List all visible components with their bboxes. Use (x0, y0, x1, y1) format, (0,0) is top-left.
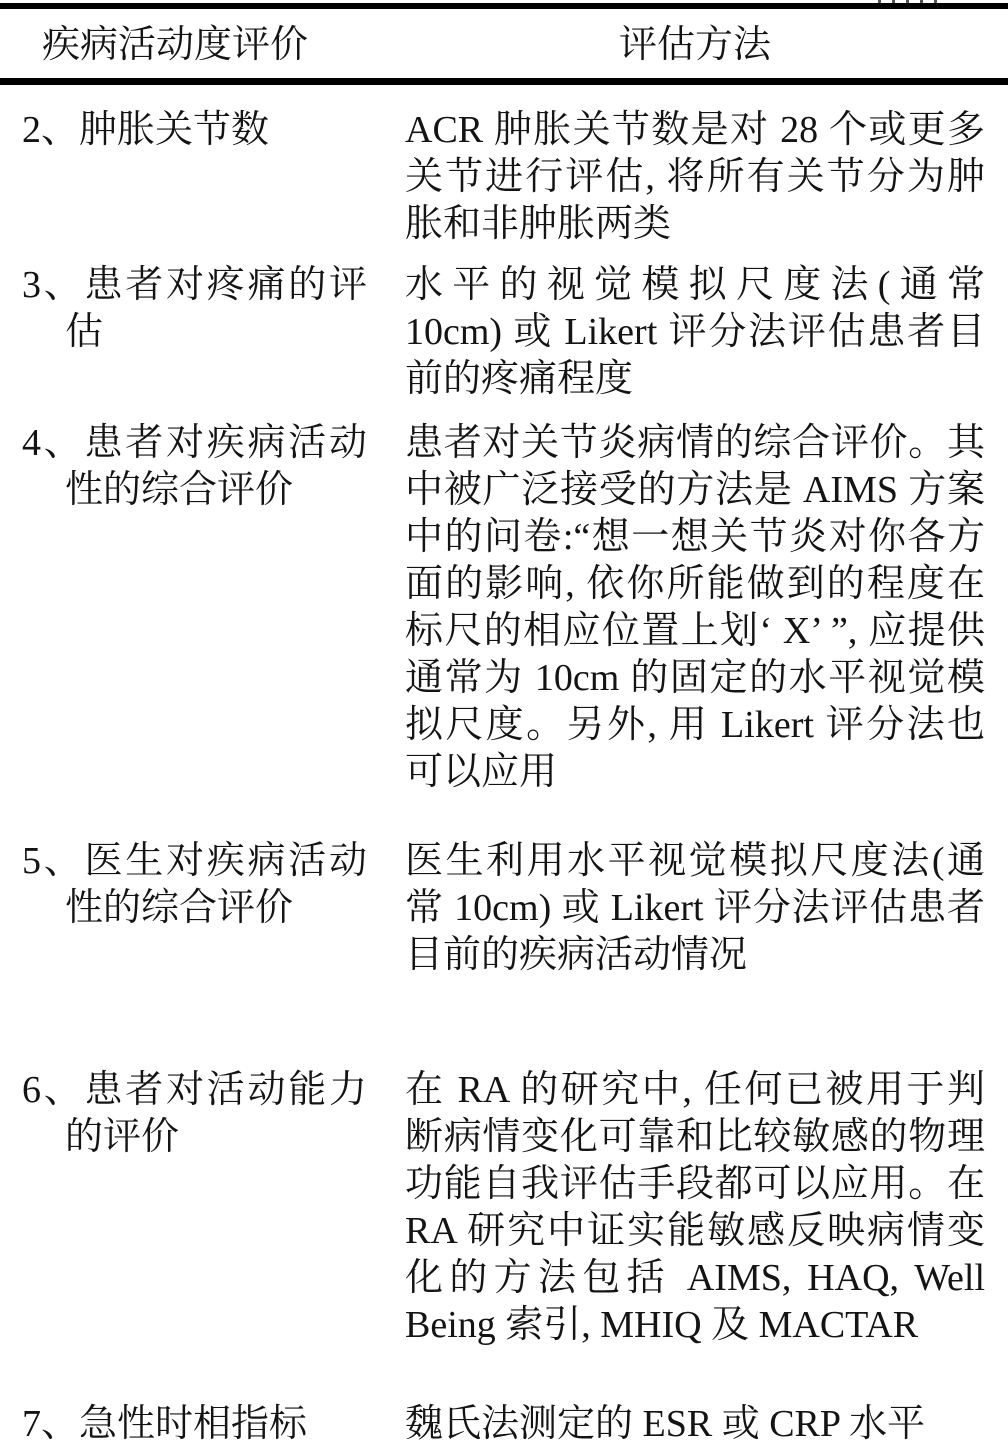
table-row-3 (0, 262, 1008, 403)
row-item-cell: 7、急性时相指标 (22, 1403, 308, 1445)
table-row-4 (0, 420, 1008, 796)
row-method-cell: 医生利用水平视觉模拟尺度法(通 常 10cm) 或 Likert 评分法评估患者 目前的疾病活动情况 (405, 840, 985, 976)
row-item-cell: 2、肿胀关节数 (22, 109, 270, 151)
row-item-cell: 5、医生对疾病活动 性的综合评价 (22, 840, 367, 929)
table-header-row (0, 9, 1008, 78)
row-item-cell: 6、患者对活动能力 的评价 (22, 1069, 367, 1158)
row-method-cell: 魏氏法测定的 ESR 或 CRP 水平 (405, 1403, 926, 1445)
table-row-6 (0, 1067, 1008, 1349)
scan-artifact (878, 0, 942, 3)
table-row-7 (0, 1401, 1008, 1448)
column-header-disease-activity: 疾病活动度评价 (42, 24, 309, 66)
row-item-cell: 3、患者对疼痛的评 估 (22, 264, 367, 353)
row-method-cell: 在 RA 的研究中, 任何已被用于判 断病情变化可靠和比较敏感的物理 功能自我评估手段都可以应用。在 RA 研究中证实能敏感反映病情变 化的方法包括 AIMS, HAQ, Well Being 索引, MHIQ 及 MACTAR (405, 1069, 985, 1346)
row-method-cell: 患者对关节炎病情的综合评价。其 中被广泛接受的方法是 AIMS 方案 中的问卷:“想一想关节炎对你各方 面的影响, 依你所能做到的程度在 标尺的相应位置上划‘ X’ ”, 应提供 通常为 10cm 的固定的水平视觉模 拟尺度。另外, 用 Likert 评分法也 可以应用 (405, 422, 985, 793)
row-item-cell: 4、患者对疾病活动 性的综合评价 (22, 422, 367, 511)
table-row-2 (0, 107, 1008, 248)
table-row-5 (0, 838, 1008, 979)
column-header-assessment-method: 评估方法 (618, 24, 771, 66)
header-divider-rule (0, 78, 1008, 85)
row-method-cell: 水平的视觉模拟尺度法(通常 10cm) 或 Likert 评分法评估患者目 前的疼痛程度 (405, 264, 985, 400)
row-method-cell: ACR 肿胀关节数是对 28 个或更多 关节进行评估, 将所有关节分为肿 胀和非肿胀两类 (405, 109, 985, 245)
